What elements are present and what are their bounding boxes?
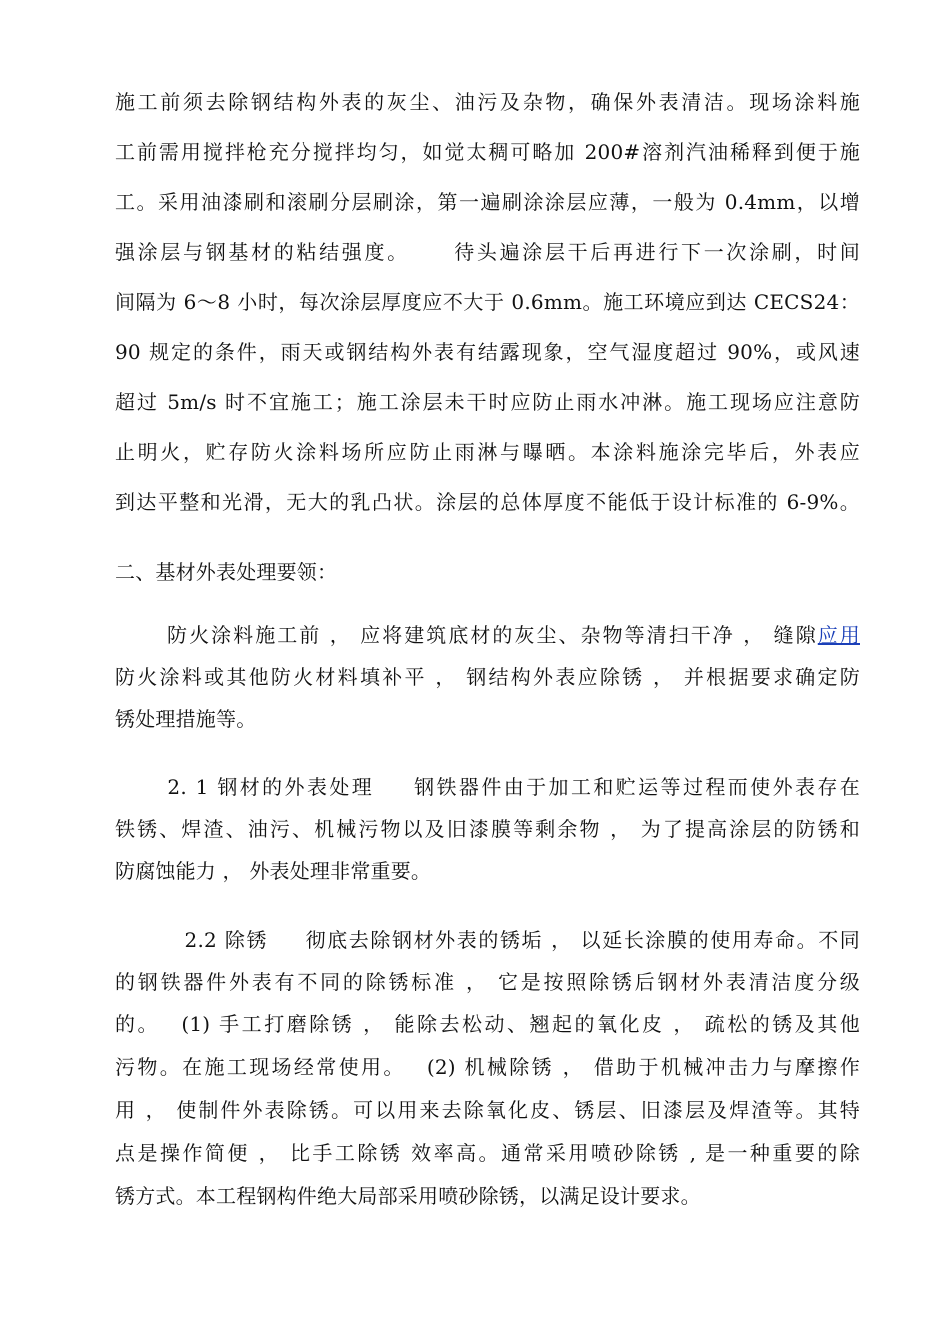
paragraph-3-line-3: 防腐蚀能力 ， 外表处理非常重要。 <box>115 859 432 883</box>
paragraph-4-line-6: 点是操作简便 ， 比手工除锈 效率高。通常采用喷砂除锈 , 是一种重要的除 <box>115 1141 860 1165</box>
paragraph-3-line-2: 铁锈、焊渣、油污、机械污物以及旧漆膜等剩余物 ， 为了提高涂层的防锈和 <box>115 817 860 841</box>
paragraph-4-line-3: 的。 (1) 手工打磨除锈 ， 能除去松动、翘起的氧化皮 ， 疏松的锈及其他 <box>115 1012 860 1036</box>
paragraph-4-line-5: 用 ， 使制件外表除锈。可以用来去除氧化皮、锈层、旧漆层及焊渣等。其特 <box>115 1098 860 1122</box>
paragraph-4-line-2: 的钢铁器件外表有不同的除锈标准 ， 它是按照除锈后钢材外表清洁度分级 <box>115 970 860 994</box>
paragraph-1-line-7: 超过 5m/s 时不宜施工；施工涂层未干时应防止雨水冲淋。施工现场应注意防 <box>115 390 860 414</box>
paragraph-2-line-3: 锈处理措施等。 <box>115 707 257 731</box>
paragraph-2-line-2: 防火涂料或其他防火材料填补平 ， 钢结构外表应除锈 ， 并根据要求确定防 <box>115 665 860 689</box>
section-2-heading: 二、基材外表处理要领： <box>115 560 338 584</box>
paragraph-4-line-7: 锈方式。本工程钢构件绝大局部采用喷砂除锈，以满足设计要求。 <box>115 1184 701 1208</box>
paragraph-4-line-4: 污物。在施工现场经常使用。 (2) 机械除锈 ， 借助于机械冲击力与摩擦作 <box>115 1055 860 1079</box>
paragraph-1-line-9: 到达平整和光滑，无大的乳凸状。涂层的总体厚度不能低于设计标准的 6-9%。 <box>115 490 860 514</box>
paragraph-1-line-4: 强涂层与钢基材的粘结强度。 待头遍涂层干后再进行下一次涂刷，时间 <box>115 240 860 264</box>
paragraph-1-line-6: 90 规定的条件，雨天或钢结构外表有结露现象，空气湿度超过 90%，或风速 <box>115 340 860 364</box>
paragraph-3-line-1: 2. 1 钢材的外表处理 钢铁器件由于加工和贮运等过程而使外表存在 <box>145 775 860 799</box>
paragraph-1-line-3: 工。采用油漆刷和滚刷分层刷涂，第一遍刷涂涂层应薄，一般为 0.4mm，以增 <box>115 190 860 214</box>
paragraph-1-line-2: 工前需用搅拌枪充分搅拌均匀，如觉太稠可略加 200#溶剂汽油稀释到便于施 <box>115 140 860 164</box>
link-yingyong[interactable]: 应用 <box>817 623 860 647</box>
paragraph-2-line-1-text: 防火涂料施工前 ， 应将建筑底材的灰尘、杂物等清扫干净 ， 缝隙 <box>145 623 818 647</box>
paragraph-1-line-8: 止明火，贮存防火涂料场所应防止雨淋与曝晒。本涂料施涂完毕后，外表应 <box>115 440 860 464</box>
paragraph-2-line-1 <box>115 620 860 650</box>
paragraph-4-line-1: 2.2 除锈 彻底去除钢材外表的锈垢 ， 以延长涂膜的使用寿命。不同 <box>155 928 860 952</box>
paragraph-1-line-5: 间隔为 6～8 小时，每次涂层厚度应不大于 0.6mm。施工环境应到达 CECS24： <box>115 290 860 314</box>
paragraph-1-line-1: 施工前须去除钢结构外表的灰尘、油污及杂物，确保外表清洁。现场涂料施 <box>115 90 860 114</box>
